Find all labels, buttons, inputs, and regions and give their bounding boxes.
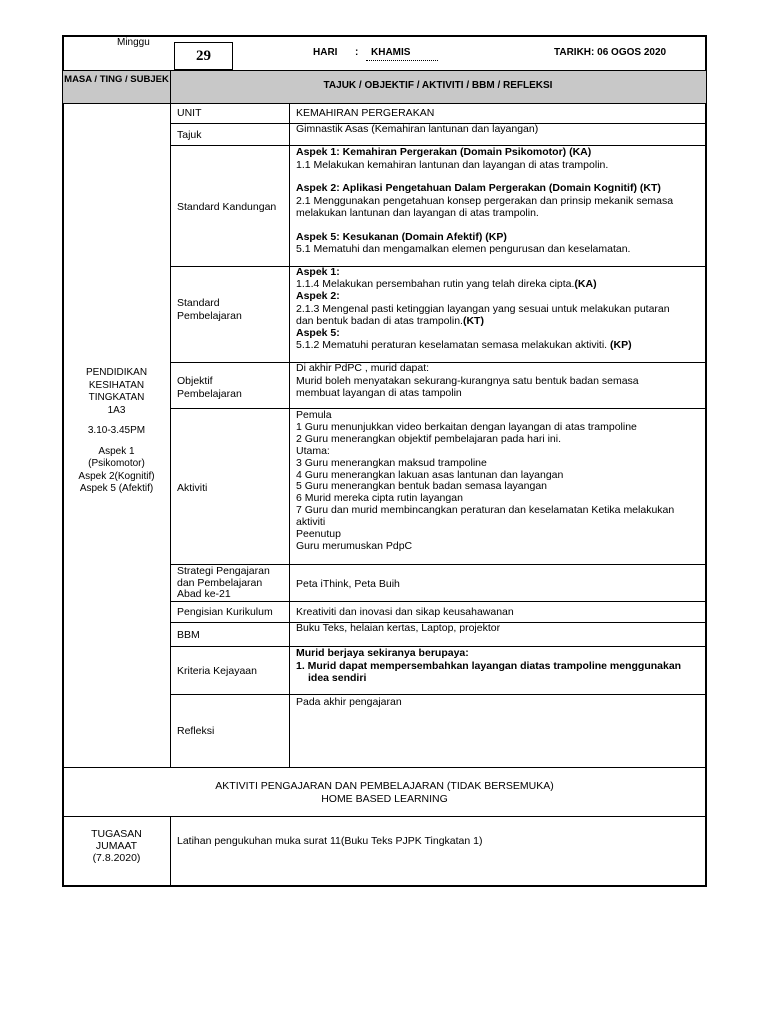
label-line: Pembelajaran bbox=[177, 387, 242, 400]
banner-line: HOME BASED LEARNING bbox=[321, 792, 448, 805]
activity-line: Peenutup bbox=[296, 528, 341, 541]
divider bbox=[63, 767, 706, 768]
activity-line: 6 Murid mereka cipta rutin layangan bbox=[296, 492, 463, 505]
aspek-text: 1.1 Melakukan kemahiran lantunan dan layangan di atas trampolin. bbox=[296, 158, 609, 171]
column-header-masa: MASA / TING / SUBJEK bbox=[64, 74, 169, 85]
label-line: (7.8.2020) bbox=[92, 852, 141, 864]
pengisian-value: Kreativiti dan inovasi dan sikap keusahawanan bbox=[296, 606, 514, 618]
domain-tag: (KA) bbox=[574, 278, 597, 291]
aspek-title: Aspek 5: Kesukanan (Domain Afektif) (KP) bbox=[296, 230, 507, 243]
text-line: 1. Murid dapat mempersembahkan layangan diatas trampoline menggunakan bbox=[296, 659, 682, 672]
aspek-text: 2.1.3 Mengenal pasti ketinggian layangan yang sesuai untuk melakukan putaran bbox=[296, 302, 670, 315]
label-line: Standard bbox=[177, 297, 220, 309]
subject-line: PENDIDIKAN bbox=[85, 367, 148, 378]
unit-value: KEMAHIRAN PERGERAKAN bbox=[296, 107, 435, 119]
minggu-label: Minggu bbox=[117, 37, 150, 48]
divider bbox=[170, 601, 706, 602]
label-line: TUGASAN bbox=[91, 828, 142, 840]
divider bbox=[170, 694, 706, 695]
divider bbox=[63, 70, 706, 71]
aspek-text: 5.1.2 Mematuhi peraturan keselamatan semasa melakukan aktiviti. (KP) bbox=[296, 339, 632, 352]
hari-value: KHAMIS bbox=[371, 47, 411, 58]
activity-line: 2 Guru menerangkan objektif pembelajaran pada hari ini. bbox=[296, 432, 561, 445]
bbm-value: Buku Teks, helaian kertas, Laptop, projektor bbox=[296, 622, 501, 634]
divider bbox=[63, 816, 706, 817]
activity-line: 5 Guru menerangkan bentuk badan semasa layangan bbox=[296, 480, 548, 493]
hari-underline bbox=[366, 60, 438, 61]
objektif-label bbox=[177, 375, 242, 400]
tajuk-label: Tajuk bbox=[177, 129, 202, 141]
objektif-content bbox=[296, 362, 639, 400]
aspek-1-domain: (Psikomotor) bbox=[88, 458, 145, 469]
domain-tag: (KP) bbox=[610, 339, 632, 352]
aspek-title: Aspek 1: bbox=[296, 266, 340, 278]
pengisian-label: Pengisian Kurikulum bbox=[177, 606, 273, 618]
kriteria-content bbox=[296, 647, 681, 685]
subject-line: KESIHATAN bbox=[88, 379, 145, 391]
strategi-value: Peta iThink, Peta Buih bbox=[296, 578, 400, 590]
text-line: Murid berjaya sekiranya berupaya: bbox=[296, 647, 469, 659]
label-line: dan Pembelajaran bbox=[177, 576, 263, 589]
aspek-1: Aspek 1 bbox=[98, 445, 135, 457]
text-line: Murid boleh menyatakan sekurang-kurangnya satu bentuk badan semasa bbox=[296, 374, 639, 387]
tugasan-label bbox=[63, 828, 170, 864]
divider bbox=[170, 408, 706, 409]
text-line: membuat layangan di atas tampolin bbox=[296, 387, 462, 399]
divider bbox=[289, 103, 290, 767]
column-header-tajuk: TAJUK / OBJEKTIF / AKTIVITI / BBM / REFLEKSI bbox=[323, 80, 553, 91]
lesson-time: 3.10-3.45PM bbox=[87, 425, 146, 436]
week-number: 29 bbox=[196, 48, 211, 64]
text-line: idea sendiri bbox=[308, 672, 367, 684]
unit-label: UNIT bbox=[177, 107, 202, 119]
activity-line: 4 Guru menerangkan lakuan asas lantunan dan layangan bbox=[296, 468, 564, 481]
activity-line: 3 Guru menerangkan maksud trampoline bbox=[296, 456, 487, 469]
bbm-label: BBM bbox=[177, 629, 200, 641]
tajuk-value: Gimnastik Asas (Kemahiran lantunan dan layangan) bbox=[296, 123, 539, 135]
standard-pembelajaran-label bbox=[177, 297, 242, 322]
aspek-text: melakukan lantunan dan layangan di atas trampolin. bbox=[296, 207, 539, 219]
activity-line: aktiviti bbox=[296, 516, 326, 529]
divider bbox=[63, 103, 706, 104]
activity-line: 1 Guru menunjukkan video berkaitan dengan layangan di atas trampoline bbox=[296, 420, 637, 433]
refleksi-value: Pada akhir pengajaran bbox=[296, 696, 402, 708]
text-line: Di akhir PdPC , murid dapat: bbox=[296, 362, 430, 374]
activity-line: Pemula bbox=[296, 409, 332, 421]
label-line: Strategi Pengajaran bbox=[177, 565, 270, 577]
aspek-title: Aspek 1: Kemahiran Pergerakan (Domain Psikomotor) (KA) bbox=[296, 146, 592, 158]
kriteria-label: Kriteria Kejayaan bbox=[177, 665, 257, 677]
hari-colon: : bbox=[355, 47, 359, 58]
divider bbox=[170, 816, 171, 886]
divider bbox=[170, 70, 171, 767]
tingkatan-label: TINGKATAN bbox=[88, 392, 145, 403]
aspek-text: 2.1 Menggunakan pengetahuan konsep pergerakan dan prinsip mekanik semasa bbox=[296, 194, 674, 207]
aspek-text: 1.1.4 Melakukan persembahan rutin yang telah direka cipta.(KA) bbox=[296, 278, 597, 291]
aspek-text: dan bentuk badan di atas trampolin.(KT) bbox=[296, 314, 484, 327]
activity-line: Guru merumuskan PdpC bbox=[296, 539, 413, 552]
domain-tag: (KT) bbox=[462, 314, 484, 327]
aktiviti-label: Aktiviti bbox=[177, 482, 208, 494]
hari-label: HARI bbox=[313, 47, 338, 58]
strategi-label bbox=[177, 566, 270, 601]
class-name: 1A3 bbox=[107, 404, 126, 416]
aspek-text: 5.1 Mematuhi dan mengamalkan elemen pengurusan dan keselamatan. bbox=[296, 243, 631, 255]
aspek-2: Aspek 2(Kognitif) bbox=[78, 470, 155, 482]
home-based-learning-banner bbox=[63, 780, 706, 805]
standard-pembelajaran-content bbox=[296, 266, 670, 351]
banner-line: AKTIVITI PENGAJARAN DAN PEMBELAJARAN (TIDAK BERSEMUKA) bbox=[215, 780, 554, 792]
subject-info bbox=[63, 367, 170, 496]
standard-kandungan-label: Standard Kandungan bbox=[177, 201, 277, 213]
tarikh: TARIKH: 06 OGOS 2020 bbox=[554, 47, 667, 58]
label-line: Abad ke-21 bbox=[177, 588, 231, 600]
label-line: JUMAAT bbox=[95, 840, 138, 852]
aspek-title: Aspek 5: bbox=[296, 327, 340, 340]
label-line: Objektif bbox=[177, 375, 213, 387]
tugasan-value: Latihan pengukuhan muka surat 11(Buku Teks PJPK Tingkatan 1) bbox=[177, 835, 483, 847]
label-line: Pembelajaran bbox=[177, 309, 242, 322]
aspek-5: Aspek 5 (Afektif) bbox=[79, 483, 154, 494]
aktiviti-content bbox=[296, 410, 674, 553]
activity-line: Utama: bbox=[296, 444, 330, 457]
standard-kandungan-content bbox=[296, 146, 673, 256]
refleksi-label: Refleksi bbox=[177, 725, 215, 737]
activity-line: 7 Guru dan murid membincangkan peraturan dan keselamatan Ketika melakukan bbox=[296, 504, 675, 517]
aspek-title: Aspek 2: Aplikasi Pengetahuan Dalam Pergerakan (Domain Kognitif) (KT) bbox=[296, 182, 661, 194]
aspek-title: Aspek 2: bbox=[296, 290, 340, 303]
